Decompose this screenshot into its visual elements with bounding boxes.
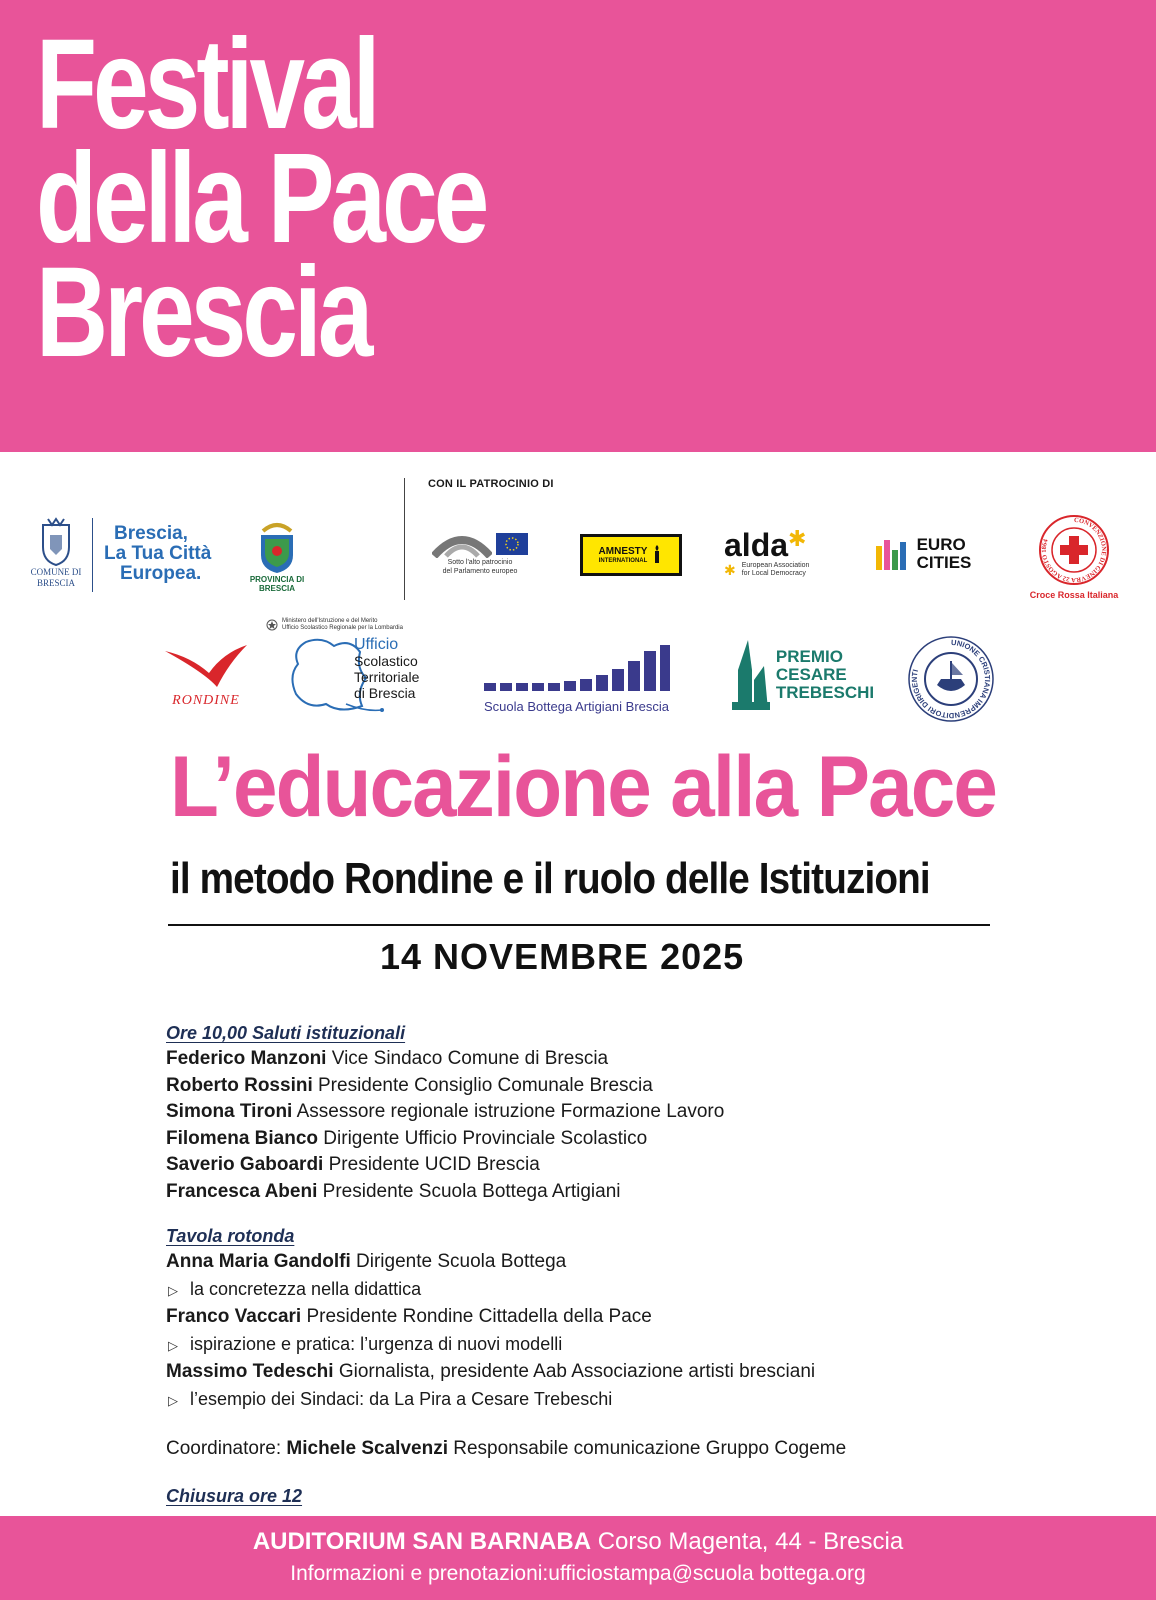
eurocities-text: CITIES (916, 553, 972, 572)
triangle-bullet-icon: ▷ (168, 1282, 178, 1298)
panelist-name: Franco Vaccari (166, 1306, 302, 1327)
red-cross-icon (1036, 512, 1112, 588)
ufficio-text: Territoriale (354, 669, 420, 685)
alda-wordmark: alda (724, 526, 789, 563)
ufficio-text: Scolastico (354, 653, 418, 669)
coordinator-name: Michele Scalvenzi (286, 1438, 448, 1459)
eurocities-bars-icon (875, 536, 911, 572)
speaker-line (166, 1073, 986, 1100)
info-line: Informazioni e prenotazioni:ufficiostampa@scuola bottega.org (290, 1562, 866, 1585)
bottega-bars-icon (484, 645, 670, 693)
speaker-role: Dirigente Ufficio Provinciale Scolastico (318, 1127, 648, 1149)
title-divider (168, 924, 990, 926)
panelist-role: Giornalista, presidente Aab Associazione artisti bresciani (333, 1361, 816, 1382)
bottega-caption: Scuola Bottega Artigiani Brescia (484, 698, 669, 714)
ufficio-scolastico-logo (260, 618, 456, 720)
panelist-line (166, 1359, 986, 1386)
premio-trebeschi-logo (724, 640, 882, 710)
panel-topic (166, 1386, 986, 1415)
section-heading: Ore 10,00 Saluti istituzionali (166, 1023, 406, 1043)
panelist-line (166, 1249, 986, 1276)
ufficio-text: Ufficio (354, 636, 399, 653)
coordinator-label: Coordinatore: (166, 1438, 287, 1459)
swallow-icon (161, 643, 251, 693)
divider (92, 518, 93, 592)
parlamento-caption: del Parlamento europeo (442, 568, 518, 575)
ministero-caption: Ufficio Scolastico Regionale per la Lombardia (282, 625, 403, 631)
venue-address: Corso Magenta, 44 - Brescia (591, 1528, 904, 1555)
brescia-europea-line: La Tua Città (104, 543, 212, 564)
festival-title-line: della Pace (36, 127, 486, 270)
program (166, 1020, 986, 1509)
amnesty-text: AMNESTY (598, 545, 648, 557)
brescia-europea-logo (104, 518, 214, 590)
brescia-europea-line: Europea. (120, 563, 202, 584)
venue-line (0, 1528, 1156, 1556)
closing-time: Chiusura ore 12 (166, 1485, 303, 1506)
speaker-role: Assessore regionale istruzione Formazione Lavoro (292, 1101, 725, 1122)
coordinator-line (166, 1436, 986, 1463)
croce-ring-text: CONVENZIONE DI GINEVRA 22 AGOSTO 1864 (1040, 516, 1108, 584)
rondine-wordmark: RONDINE (172, 693, 240, 708)
alda-caption: for Local Democracy (741, 570, 806, 577)
panel-topic (166, 1331, 986, 1360)
speaker-line (166, 1099, 986, 1126)
provincia-crest-icon (255, 521, 299, 575)
panel-topic (166, 1276, 986, 1305)
patronage-divider (404, 478, 405, 600)
speaker-role: Presidente Scuola Bottega Artigiani (317, 1180, 621, 1202)
candle-icon (651, 545, 663, 565)
premio-text: TREBESCHI (775, 683, 875, 702)
panelist-name: Anna Maria Gandolfi (166, 1251, 351, 1272)
parlamento-caption: Sotto l'alto patrocinio (447, 559, 513, 566)
speaker-name: Simona Tironi (166, 1101, 293, 1122)
event-title: L’educazione alla Pace (170, 739, 996, 835)
star-icon: ✱ (724, 561, 736, 578)
patronage-label: CON IL PATROCINIO DI (428, 478, 554, 490)
panelist-role: Presidente Rondine Cittadella della Pace (301, 1306, 652, 1327)
speaker-line (166, 1179, 986, 1206)
spacer (166, 1463, 986, 1483)
republic-emblem-icon (266, 619, 278, 631)
triangle-bullet-icon: ▷ (168, 1392, 178, 1408)
eu-flag-icon (496, 533, 528, 555)
provincia-brescia-logo (248, 516, 306, 598)
coordinator-role: Responsabile comunicazione Gruppo Cogeme (447, 1438, 847, 1459)
eurocities-logo (870, 534, 976, 574)
event-date: 14 NOVEMBRE 2025 (380, 936, 745, 977)
premio-text: PREMIO (775, 647, 843, 666)
ucid-ring-text: UNIONE CRISTIANA IMPRENDITORI DIRIGENTI (909, 637, 993, 721)
panel-topic-text: ispirazione e pratica: l’urgenza di nuovi modelli (190, 1333, 563, 1354)
croce-rossa-label: Croce Rossa Italiana (1029, 590, 1119, 600)
header-banner (0, 0, 1156, 452)
alda-logo (724, 520, 822, 586)
spacer (166, 1205, 986, 1223)
venue-name: AUDITORIUM SAN BARNABA (252, 1528, 592, 1555)
speaker-name: Roberto Rossini (166, 1074, 313, 1096)
section-heading: Tavola rotonda (166, 1226, 295, 1246)
speaker-role: Presidente UCID Brescia (323, 1154, 540, 1175)
comune-label: COMUNE DI BRESCIA (30, 567, 82, 588)
panel-topic-text: l’esempio dei Sindaci: da La Pira a Cesare Trebeschi (190, 1388, 613, 1409)
speaker-role: Presidente Consiglio Comunale Brescia (312, 1074, 653, 1096)
speaker-role: Vice Sindaco Comune di Brescia (326, 1048, 609, 1069)
eurocities-text: EURO (916, 535, 966, 554)
panelist-role: Dirigente Scuola Bottega (350, 1251, 567, 1272)
footer-banner (0, 1516, 1156, 1600)
festival-title (36, 13, 486, 384)
premio-text: CESARE (775, 665, 847, 684)
alda-caption: European Association (741, 562, 810, 569)
panelist-line (166, 1304, 986, 1331)
provincia-label: PROVINCIA DI BRESCIA (249, 575, 305, 593)
ucid-seal-icon (907, 635, 995, 723)
festival-title-line: Festival (36, 13, 377, 156)
parliament-hemicycle-icon (432, 530, 492, 558)
triangle-bullet-icon: ▷ (168, 1337, 178, 1353)
parlamento-europeo-logo (428, 526, 532, 580)
amnesty-text: INTERNATIONAL (598, 557, 648, 564)
speaker-name: Filomena Bianco (166, 1127, 319, 1149)
coat-of-arms-icon (39, 517, 73, 567)
speaker-name: Francesca Abeni (166, 1180, 318, 1202)
brescia-europea-line: Brescia, (114, 523, 188, 544)
monument-icon (732, 640, 770, 710)
ucid-logo (906, 634, 996, 724)
rondine-logo (150, 640, 262, 712)
festival-title-line: Brescia (36, 241, 370, 384)
panelist-name: Massimo Tedeschi (166, 1361, 334, 1382)
speaker-name: Federico Manzoni (166, 1048, 327, 1069)
comune-brescia-logo (28, 510, 84, 596)
speaker-line (166, 1126, 986, 1153)
speaker-line (166, 1152, 986, 1179)
panel-topic-text: la concretezza nella didattica (190, 1278, 422, 1299)
event-subtitle: il metodo Rondine e il ruolo delle Istituzioni (170, 854, 930, 903)
speaker-line (166, 1046, 986, 1073)
speaker-name: Saverio Gaboardi (166, 1154, 324, 1175)
star-icon: ✱ (788, 525, 807, 551)
ufficio-text: di Brescia (354, 685, 416, 701)
ministero-caption: Ministero dell'Istruzione e del Merito (282, 618, 378, 624)
croce-rossa-logo (1016, 510, 1132, 602)
amnesty-logo (580, 534, 682, 576)
scuola-bottega-logo (484, 642, 674, 716)
spacer (166, 1414, 986, 1436)
